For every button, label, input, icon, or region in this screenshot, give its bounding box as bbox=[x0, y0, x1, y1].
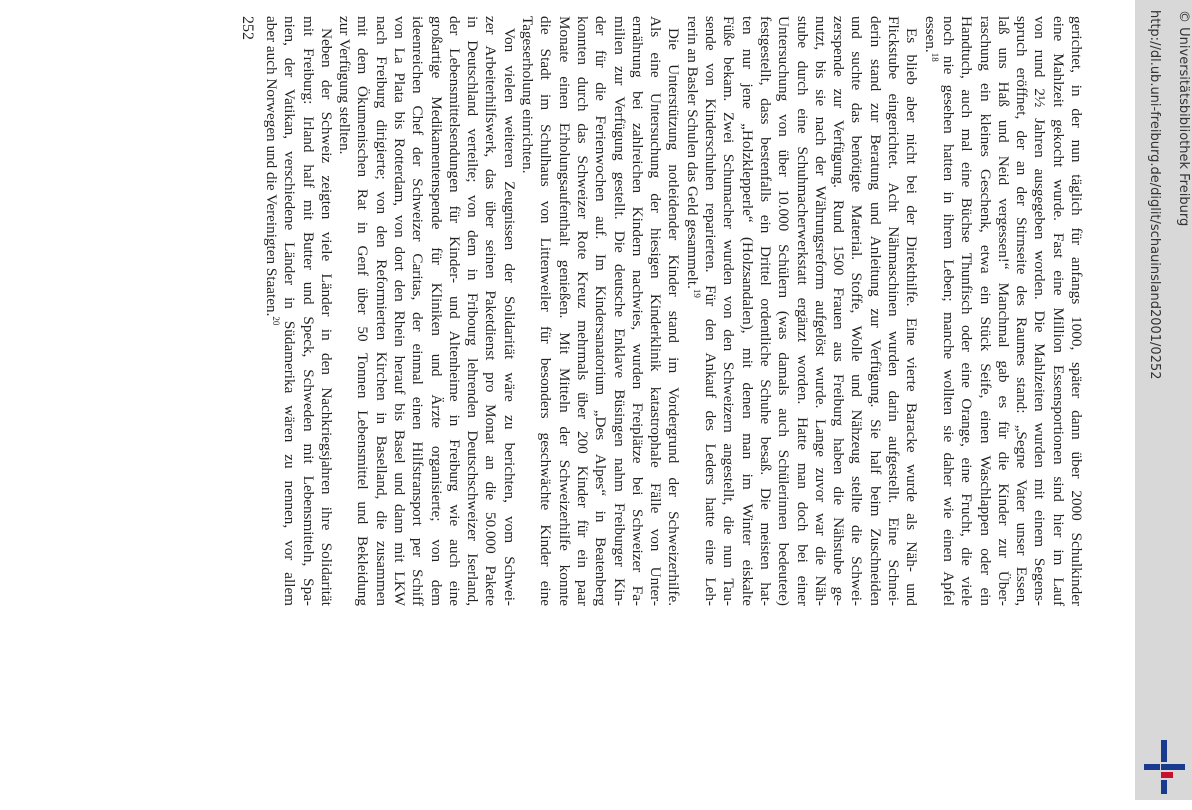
text-line: Von vielen weiteren Zeugnissen der Solidarität wäre zu berichten, vom Schwei- bbox=[500, 28, 518, 606]
text-line: zerspende zur Verfügung. Rund 1500 Frauen aus Freiburg haben die Nähstube ge- bbox=[830, 16, 848, 606]
text-line: noch nie gesehen hatten in ihrem Leben; manche wollten sie daher wie einen Apfel bbox=[939, 16, 957, 606]
text-line: mit dem Ökumenischen Rat in Genf über 50 Tonnen Lebensmittel und Bekleidung bbox=[354, 16, 372, 606]
text-line: nach Freiburg dirigierte; von den Reformierten Kirchen in Baselland, die zusammen bbox=[372, 16, 390, 606]
text-line: laß uns Haß und Neid vergessen!“ Manchmal gab es für die Kinder zur Über- bbox=[994, 16, 1012, 606]
copyright-notice: © Universitätsbibliothek Freiburg bbox=[1176, 10, 1191, 227]
text-line: festgestellt, dass bestenfalls ein Drittel ordentliche Schuhe besaß. Die meisten hat- bbox=[756, 16, 774, 606]
paragraph bbox=[682, 16, 920, 606]
text-line: Die Unterstützung notleidender Kinder stand im Vordergrund der Schweizerhilfe. bbox=[665, 28, 683, 606]
text-line: der Lebensmittelsendungen für Kinder- und Altenheime in Freiburg wie auch eine bbox=[445, 16, 463, 606]
text-line: von La Plata bis Rotterdam, von dort den Rhein herauf bis Basel und dann mit LKW bbox=[391, 16, 409, 606]
text-line: die Stadt im Schulhaus von Littenweiler für besonders geschwächte Kinder eine bbox=[537, 16, 555, 606]
text-line: eine Mahlzeit gekocht wurde. Fast eine Million Essensportionen sind hier im Lauf bbox=[1049, 16, 1067, 606]
rotated-text-block bbox=[238, 16, 1085, 606]
text-line: mit Freiburg: Irland half mit Butter und Speck, Schweden mit Lebensmitteln, Spa- bbox=[299, 16, 317, 606]
text-line: aber auch Norwegen und die Vereinigten Staaten.$^{20}$ bbox=[262, 16, 281, 326]
logo-blue-bar-bottom bbox=[1161, 780, 1167, 794]
text-line: derin stand zur Beratung und Anleitung zur Verfügung. Sie half beim Zuschneiden bbox=[866, 16, 884, 606]
text-line: ten nur jene „Holzklepperle“ (Holzsandalen), mit denen man im Winter eiskalte bbox=[738, 16, 756, 606]
text-line: Untersuchung von über 10.000 Schülern (was damals auch Schülerinnen bedeutete) bbox=[775, 16, 793, 606]
text-line: sende von Kinderschuhen reparierten. Für den Ankauf des Leders hatte eine Leh- bbox=[702, 16, 720, 606]
text-line: zer Arbeiterhilfswerk, das über seinen Paketdienst pro Monat an die 50.000 Pakete bbox=[482, 16, 500, 606]
text-line: essen.$^{18}$ bbox=[921, 16, 940, 62]
text-line: großartige Medikamentenspende für Kliniken und Ärzte organisierte; von dem bbox=[427, 16, 445, 606]
text-line: Neben der Schweiz zeigten viele Länder in den Nachkriegsjahren ihre Solidarität bbox=[317, 28, 335, 606]
text-line: nien, der Vatikan, verschiedene Länder in Südamerika wären zu nennen, vor allem bbox=[281, 16, 299, 606]
paragraph bbox=[262, 16, 335, 606]
logo-red-bar bbox=[1161, 772, 1173, 778]
logo-blue-bar-left bbox=[1144, 764, 1160, 770]
text-line: in Deutschland verteilte; von dem in Fribourg lehrenden Deutschschweizer Iserland, bbox=[464, 16, 482, 606]
text-line: der für die Ferienwochen auf. Im Kindersanatorium „Des Alpes“ in Beatenberg bbox=[592, 16, 610, 606]
source-url[interactable]: http://dl.ub.uni-freiburg.de/diglit/schauinsland2001/0252 bbox=[1147, 10, 1162, 380]
text-line: Flickstube eingerichtet. Acht Nähmaschinen wurden darin aufgestellt. Eine Schnei- bbox=[885, 16, 903, 606]
text-line: gerichtet, in der nun täglich für anfangs 1000, später dann über 2000 Schulkinder bbox=[1068, 16, 1085, 606]
logo-blue-bar-top bbox=[1161, 740, 1167, 762]
text-line: raschung ein kleines Geschenk, etwa ein Stück Seife, einen Waschlappen oder ein bbox=[976, 16, 994, 606]
text-line: und suchte das benötigte Material. Stoffe, Wolle und Nähzeug stellte die Schwei- bbox=[848, 16, 866, 606]
paragraph bbox=[518, 16, 683, 606]
footnote-marker: 18 bbox=[929, 52, 940, 62]
text-line: nutzt, bis sie nach der Währungsreform aufgelöst wurde. Lange zuvor war die Näh- bbox=[811, 16, 829, 606]
text-line: zur Verfügung stellten. bbox=[336, 16, 354, 155]
text-line: milien zur Verfügung gestellt. Die deutsche Enklave Büsingen nahm Freiburger Kin- bbox=[610, 16, 628, 606]
library-logo bbox=[1144, 740, 1188, 794]
text-line: Handtuch, auch mal eine Büchse Thunfisch oder eine Orange, eine Frucht, die viele bbox=[958, 16, 976, 606]
text-line: Monate einen Erholungsaufenthalt genießen. Mit Mitteln der Schweizerhilfe konnte bbox=[555, 16, 573, 606]
text-line: Es blieb aber nicht bei der Direkthilfe. Eine vierte Baracke wurde als Näh- und bbox=[903, 28, 921, 606]
text-line: konnten durch das Schweizer Rote Kreuz mehrmals über 200 Kinder für ein paar bbox=[573, 16, 591, 606]
page-number: 252 bbox=[238, 16, 256, 40]
footnote-marker: 19 bbox=[691, 288, 702, 298]
paragraph bbox=[335, 16, 518, 606]
text-line: Als eine Untersuchung der hiesigen Kinderklinik katastrophale Fälle von Unter- bbox=[647, 16, 665, 606]
text-line: von rund 2½ Jahren ausgegeben worden. Die Mahlzeiten wurden mit einem Segens- bbox=[1031, 16, 1049, 606]
text-line: ernährung bei zahlreichen Kindern nachwies, wurden Freiplätze bei Schweizer Fa- bbox=[628, 16, 646, 606]
text-line: ideenreichen Chef der Schweizer Caritas, der einmal einen Hilfstransport per Schiff bbox=[409, 16, 427, 606]
text-line: spruch eröffnet, der an der Stirnseite des Raumes stand: „Segne Vater unser Essen, bbox=[1013, 16, 1031, 606]
text-line: stube durch eine Schuhmacherwerkstatt ergänzt worden. Hatte man doch bei einer bbox=[793, 16, 811, 606]
text-line: Füße bekam. Zwei Schumacher wurden von den Schweizern angestellt, die nun Tau- bbox=[720, 16, 738, 606]
text-line: Tageserholung einrichten. bbox=[519, 16, 537, 174]
body-text bbox=[262, 16, 1085, 606]
text-line: rerin an Basler Schulen das Geld gesammelt.$^{19}$ bbox=[683, 16, 702, 298]
footnote-marker: 20 bbox=[271, 316, 281, 326]
paragraph bbox=[920, 16, 1085, 606]
logo-blue-bar-middle bbox=[1161, 764, 1185, 770]
